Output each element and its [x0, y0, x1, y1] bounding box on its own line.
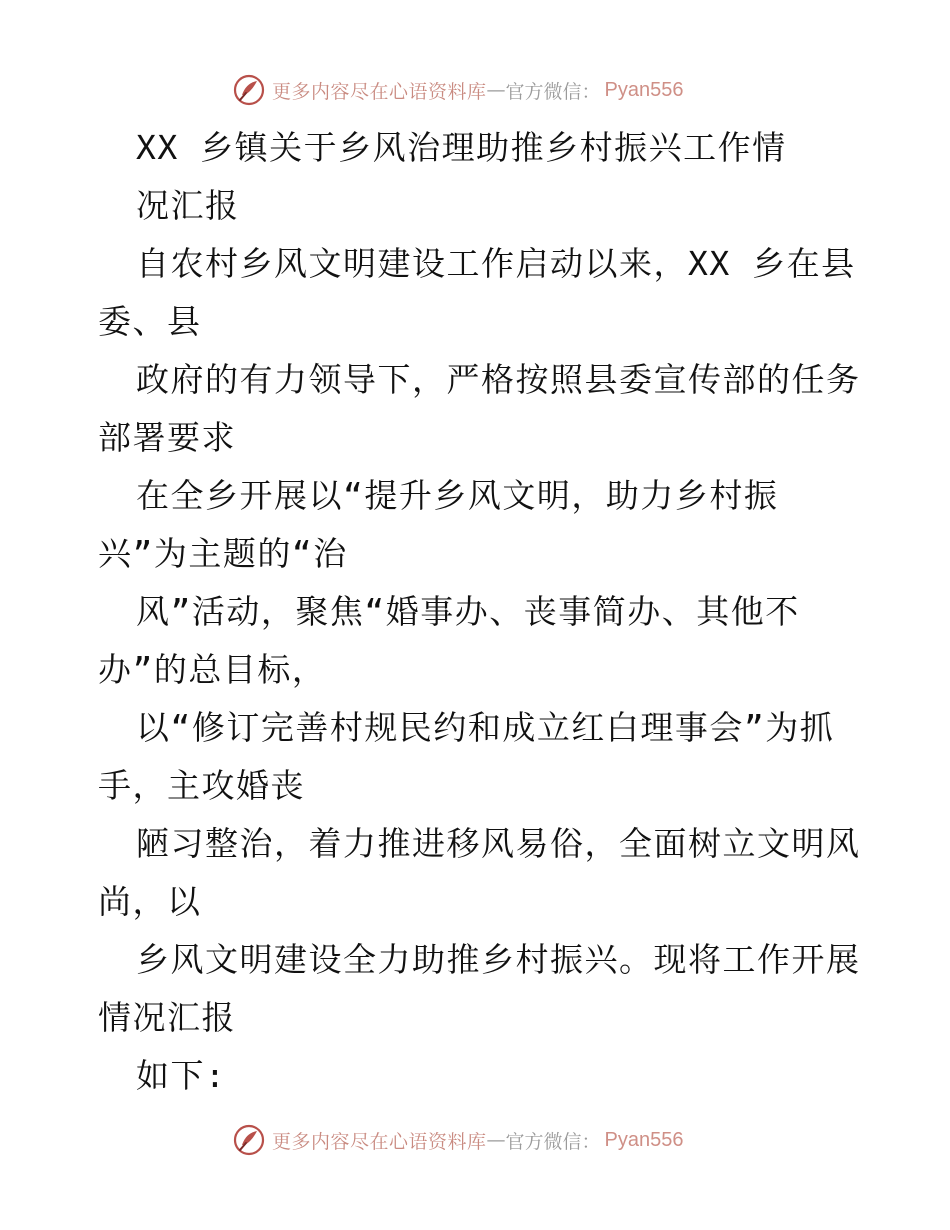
- body-line: 委、县: [98, 302, 202, 341]
- body-line: 风”活动，聚焦“婚事办、丧事简办、其他不: [136, 592, 800, 631]
- body-line: 部署要求: [98, 418, 236, 457]
- watermark-sub-text: 官方微信：: [505, 1130, 601, 1153]
- body-line: 如下:: [136, 1056, 227, 1095]
- header-watermark: [232, 72, 684, 108]
- body-line: 办”的总目标，: [98, 650, 327, 689]
- body-line: 乡风文明建设全力助推乡村振兴。现将工作开展: [136, 940, 861, 979]
- title-line-2: 况汇报: [136, 186, 240, 225]
- watermark-id: Pyan556: [604, 1128, 684, 1151]
- pen-logo-icon: [232, 1123, 266, 1157]
- body-line: 手，主攻婚丧: [98, 766, 305, 805]
- watermark-separator: —: [486, 1129, 506, 1151]
- body-line: 自农村乡风文明建设工作启动以来，XX 乡在县: [136, 244, 856, 283]
- body-line: 陋习整治，着力推进移风易俗，全面树立文明风: [136, 824, 861, 863]
- body-line: 情况汇报: [98, 998, 236, 1037]
- watermark-sub-text: 官方微信：: [505, 80, 601, 103]
- watermark-separator: —: [486, 79, 506, 101]
- body-line: 在全乡开展以“提升乡风文明，助力乡村振: [136, 476, 779, 515]
- body-line: 尚，以: [98, 882, 202, 921]
- body-line: 政府的有力领导下，严格按照县委宣传部的任务: [136, 360, 861, 399]
- body-line: 兴”为主题的“治: [98, 534, 348, 573]
- pen-logo-icon: [232, 73, 266, 107]
- footer-watermark: [232, 1122, 684, 1158]
- watermark-id: Pyan556: [604, 78, 684, 101]
- body-line: 以“修订完善村规民约和成立红白理事会”为抓: [136, 708, 835, 747]
- title-line-1: XX 乡镇关于乡风治理助推乡村振兴工作情: [136, 128, 787, 167]
- watermark-main-text: 更多内容尽在心语资料库: [272, 80, 487, 103]
- watermark-main-text: 更多内容尽在心语资料库: [272, 1130, 487, 1153]
